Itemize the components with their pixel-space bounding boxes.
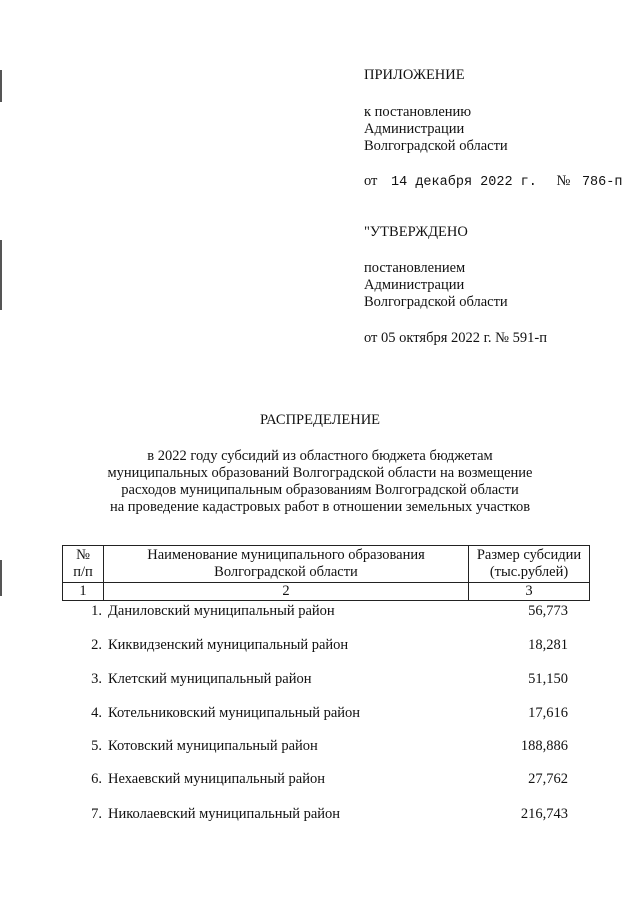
approved-line-2: Администрации — [364, 277, 465, 293]
number-sign: № — [556, 173, 571, 189]
approved-line-3: Волгоградской области — [364, 294, 508, 310]
region-text: Волгоградской области — [364, 138, 508, 154]
table-row — [84, 770, 568, 788]
row-name: Николаевский муниципальный район — [108, 806, 341, 822]
row-number: 4. — [91, 705, 102, 721]
row-number: 7. — [91, 806, 102, 822]
row-name: Котельниковский муниципальный район — [108, 705, 361, 721]
distribution-line-3: расходов муниципальным образованиям Волгоградской области — [121, 482, 519, 498]
index-cell-1: 1 — [63, 583, 104, 601]
row-name: Нехаевский муниципальный район — [108, 771, 326, 787]
table-index-row — [63, 583, 590, 601]
table-row — [84, 737, 568, 755]
scan-edge-mark — [0, 240, 2, 310]
table-row — [84, 704, 568, 722]
scan-edge-mark — [0, 70, 2, 102]
distribution-line-1: в 2022 году субсидий из областного бюджета бюджетам — [147, 448, 493, 464]
table-header-row — [63, 546, 590, 583]
to-resolution-text: к постановлению — [364, 104, 472, 120]
row-value: 27,762 — [528, 771, 568, 787]
header-number-line-1: № — [76, 547, 90, 563]
header-amount-line-1: Размер субсидии — [476, 547, 582, 563]
administration-text: Администрации — [364, 121, 465, 137]
row-name: Киквидзенский муниципальный район — [108, 637, 349, 653]
header-cell-number — [63, 546, 104, 583]
row-value: 56,773 — [528, 603, 568, 619]
row-value: 188,886 — [520, 738, 568, 754]
row-number: 6. — [91, 771, 102, 787]
distribution-line-4: на проведение кадастровых работ в отношении земельных участков — [109, 499, 531, 515]
resolution-date-line — [364, 172, 622, 192]
header-cell-amount — [469, 546, 590, 583]
row-value: 18,281 — [528, 637, 568, 653]
row-value: 17,616 — [528, 705, 568, 721]
appendix-title: ПРИЛОЖЕНИЕ — [364, 67, 465, 83]
table-row — [84, 602, 568, 620]
table-row — [84, 636, 568, 654]
row-number: 3. — [91, 671, 102, 687]
row-name: Клетский муниципальный район — [108, 671, 312, 687]
number-handwritten: 786-п — [581, 175, 623, 190]
header-amount-line-2: (тыс.рублей) — [489, 564, 569, 580]
approved-title: "УТВЕРЖДЕНО — [364, 224, 468, 240]
row-name: Даниловский муниципальный район — [108, 603, 335, 619]
table-row — [84, 670, 568, 688]
index-cell-2: 2 — [104, 583, 469, 601]
distribution-title: РАСПРЕДЕЛЕНИЕ — [259, 412, 381, 428]
header-number-line-2: п/п — [73, 564, 93, 580]
header-name-line-2: Волгоградской области — [214, 564, 358, 580]
row-number: 1. — [91, 603, 102, 619]
index-cell-3: 3 — [469, 583, 590, 601]
row-value: 51,150 — [528, 671, 568, 687]
scan-edge-mark — [0, 560, 2, 596]
header-name-line-1: Наименование муниципального образования — [147, 547, 425, 563]
row-name: Котовский муниципальный район — [108, 738, 318, 754]
distribution-line-2: муниципальных образований Волгоградской области на возмещение — [107, 465, 533, 481]
date-prefix: от — [364, 173, 378, 189]
row-number: 5. — [91, 738, 102, 754]
header-cell-name — [104, 546, 469, 583]
approved-line-1: постановлением — [364, 260, 466, 276]
approved-date-line: от 05 октября 2022 г. № 591-п — [364, 330, 547, 346]
date-handwritten: 14 декабря 2022 г. — [391, 175, 537, 190]
row-value: 216,743 — [520, 806, 568, 822]
table-row — [84, 805, 568, 823]
subsidy-table-header — [62, 545, 590, 601]
row-number: 2. — [91, 637, 102, 653]
